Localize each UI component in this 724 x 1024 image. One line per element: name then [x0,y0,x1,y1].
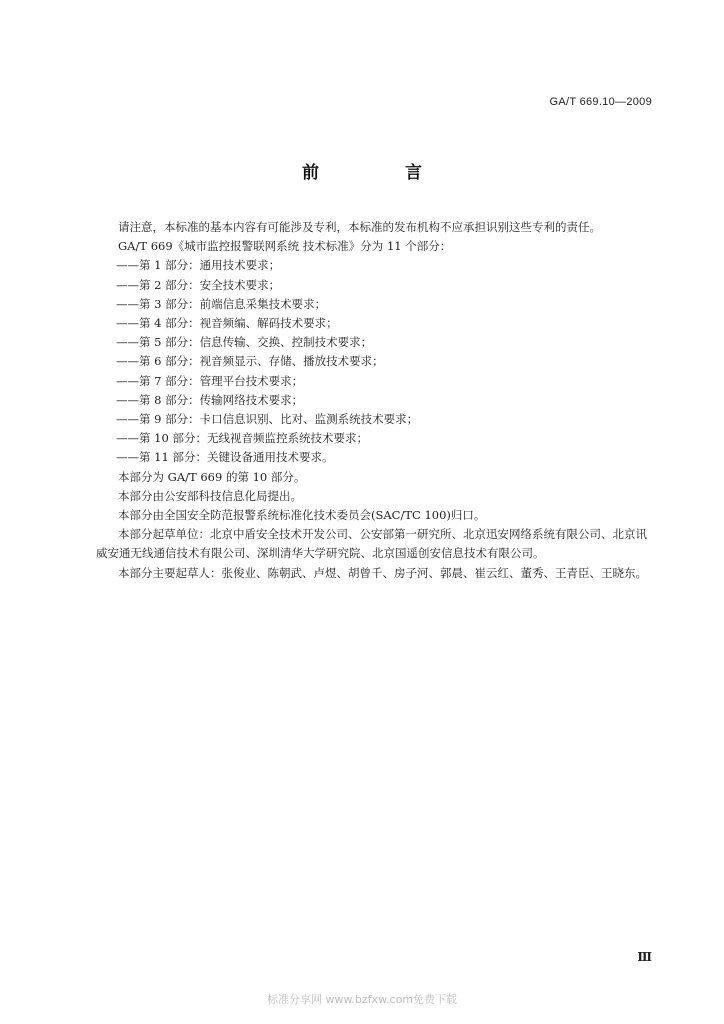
list-item: ——第 1 部分：通用技术要求； [116,258,281,273]
part-statement: 本部分为 GA/T 669 的第 10 部分。 [118,469,306,484]
patent-notice: 请注意，本标准的基本内容有可能涉及专利，本标准的发布机构不应承担识别这些专利的责任。 [118,220,601,234]
proposer-statement: 本部分由公安部科技信息化局提出。 [118,488,302,503]
list-item: ——第 8 部分：传输网络技术要求； [116,392,304,407]
list-item: ——第 3 部分：前端信息采集技术要求； [116,296,327,311]
list-item: ——第 7 部分：管理平台技术要求； [116,373,304,388]
watermark-text: 标准分享网 www.bzfxw.com免费下载 [266,993,458,1006]
list-item: ——第 6 部分：视音频显示、存储、播放技术要求； [116,354,384,369]
list-item: ——第 10 部分：无线视音频监控系统技术要求； [116,431,368,446]
foreword-body [96,218,656,583]
parts-list [96,256,656,467]
standard-code: GA/T 669.10—2009 [549,96,652,108]
list-item: ——第 5 部分：信息传输、交换、控制技术要求； [116,335,373,350]
page-title: 前 言 [302,163,462,183]
list-item: ——第 2 部分：安全技术要求； [116,277,281,292]
drafters: 本部分主要起草人：张俊业、陈朝武、卢煜、胡曾千、房子河、郭晨、崔云红、董秀、王青臣、王晓东。 [118,565,647,580]
committee-statement: 本部分由全国安全防范报警系统标准化技术委员会(SAC/TC 100)归口。 [118,508,486,523]
series-intro: GA/T 669《城市监控报警联网系统 技术标准》分为 11 个部分： [118,239,452,254]
drafting-units: 本部分起草单位：北京中盾安全技术开发公司、公安部第一研究所、北京迅安网络系统有限公司、北京讯威安通无线通信技术有限公司、深圳清华大学研究院、北京国遥创安信息技术有限公司。 [96,527,647,561]
list-item: ——第 4 部分：视音频编、解码技术要求； [116,316,338,331]
list-item: ——第 9 部分：卡口信息识别、比对、监测系统技术要求； [116,412,419,427]
list-item: ——第 11 部分：关键设备通用技术要求。 [116,450,334,465]
page-number: Ⅲ [637,950,652,964]
